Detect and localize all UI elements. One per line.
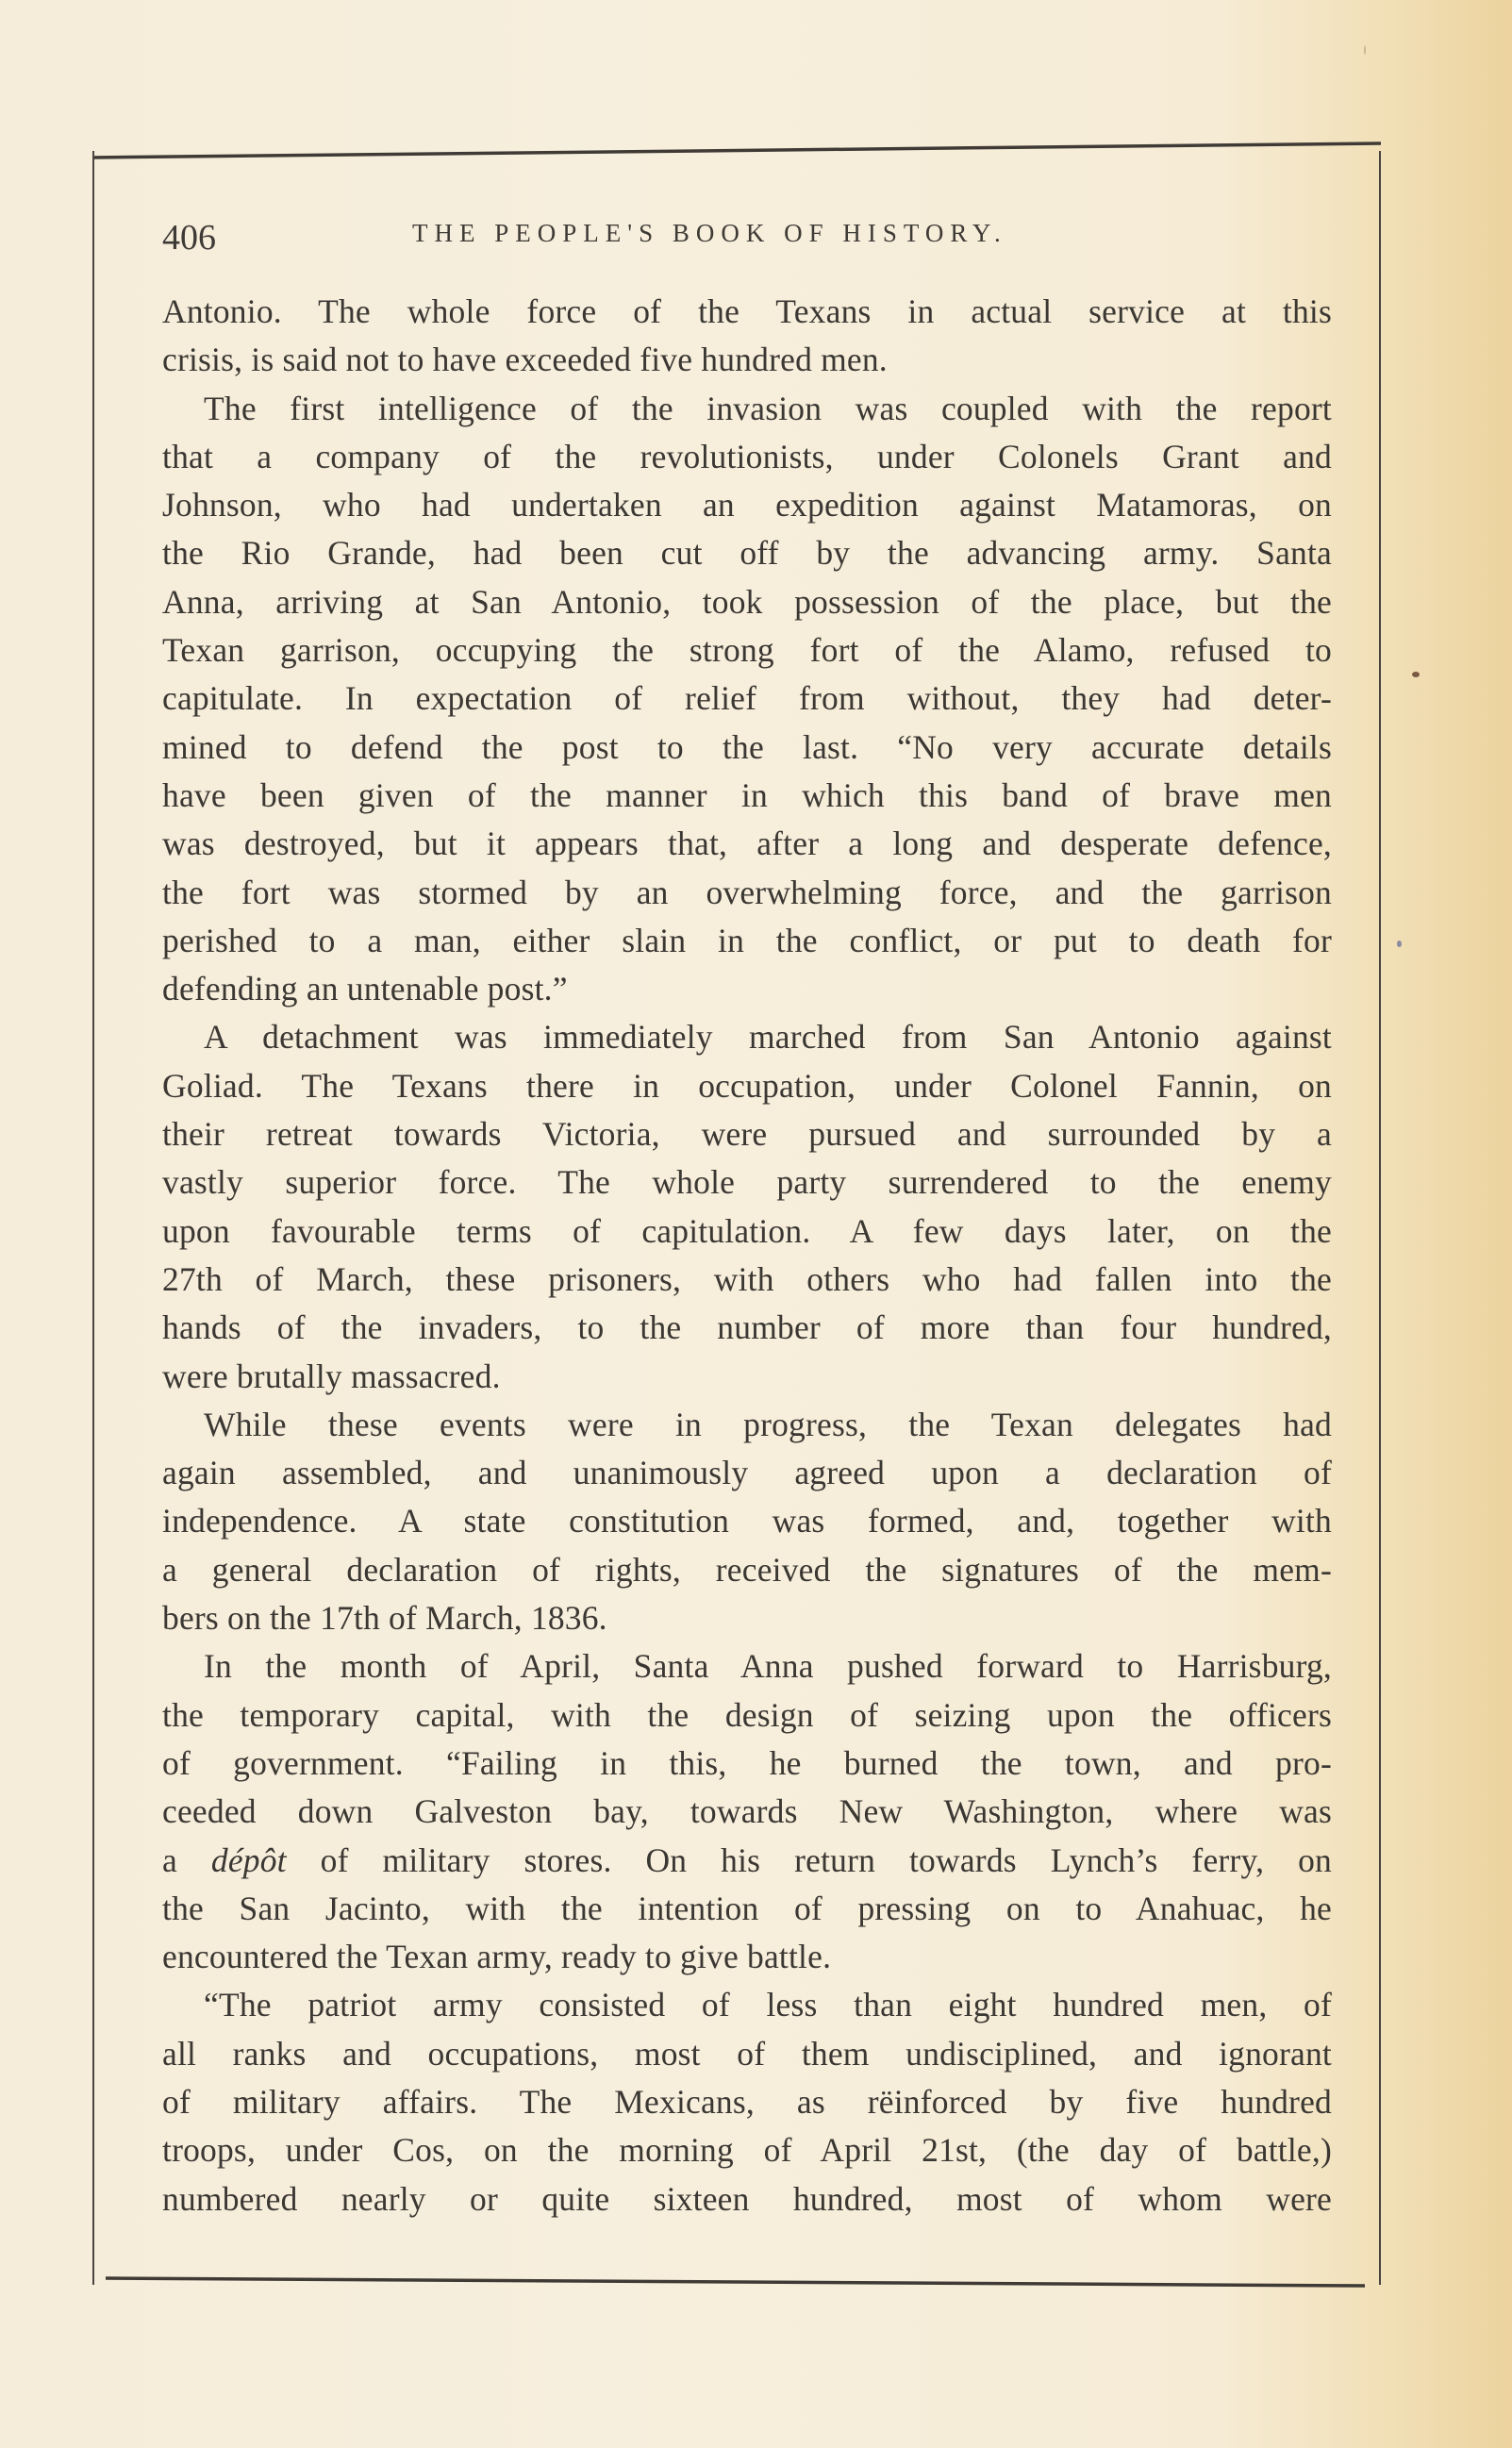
text-line: defending an untenable post.”: [162, 970, 568, 1008]
text-line: ceeded down Galveston bay, towards New Washington, where was: [162, 1792, 1332, 1831]
text-line: bers on the 17th of March, 1836.: [162, 1599, 607, 1638]
text-line: the Rio Grande, had been cut off by the advancing army. Santa: [162, 534, 1332, 573]
text-line: vastly superior force. The whole party surrendered to the enemy: [162, 1163, 1332, 1202]
text-line: have been given of the manner in which this band of brave men: [162, 775, 1332, 814]
text-line: the temporary capital, with the design of seizing upon the officers: [162, 1695, 1332, 1734]
paragraph-first-line: In the month of April, Santa Anna pushed forward to Harrisburg,: [204, 1647, 1332, 1686]
text-line: upon favourable terms of capitulation. A few days later, on the: [162, 1211, 1332, 1250]
text-line: independence. A state constitution was formed, and, together with: [162, 1502, 1332, 1540]
text-fragment: of military stores. On his return towards Lynch’s ferry, on: [286, 1840, 1332, 1879]
page-number: 406: [162, 218, 216, 258]
running-title: THE PEOPLE'S BOOK OF HISTORY.: [412, 219, 1007, 247]
text-line: of military affairs. The Mexicans, as rëinforced by five hundred: [162, 2082, 1332, 2121]
paragraph-first-line: While these events were in progress, the Texan delegates had: [204, 1405, 1332, 1443]
text-line: again assembled, and unanimously agreed upon a declaration of: [162, 1454, 1332, 1492]
text-line: hands of the invaders, to the number of more than four hundred,: [162, 1308, 1332, 1347]
text-line: the fort was stormed by an overwhelming force, and the garrison: [162, 873, 1332, 911]
text-line: 27th of March, these prisoners, with others who had fallen into the: [162, 1259, 1332, 1298]
italic-term: dépôt: [210, 1840, 287, 1879]
paper-speck: [1397, 941, 1402, 947]
text-line: Antonio. The whole force of the Texans in actual service at this: [162, 292, 1332, 330]
paragraph-first-line: “The patriot army consisted of less than eight hundred men, of: [204, 1986, 1332, 2024]
text-fragment: a: [162, 1840, 211, 1879]
text-line: crisis, is said not to have exceeded five hundred men.: [162, 341, 888, 379]
text-line: the San Jacinto, with the intention of pressing on to Anahuac, he: [162, 1889, 1332, 1927]
text-line: was destroyed, but it appears that, after a long and desperate defence,: [162, 824, 1332, 863]
page-header: [162, 213, 1332, 260]
text-line: capitulate. In expectation of relief from without, they had deter-: [162, 679, 1332, 718]
text-line: perished to a man, either slain in the conflict, or put to death for: [162, 921, 1332, 959]
bottom-border-rule: [106, 2275, 1365, 2290]
paper-speck: [1412, 672, 1420, 677]
paragraph-first-line: A detachment was immediately marched from San Antonio against: [204, 1018, 1332, 1057]
text-line: Texan garrison, occupying the strong fort of the Alamo, refused to: [162, 631, 1332, 670]
text-line: all ranks and occupations, most of them undisciplined, and ignorant: [162, 2034, 1332, 2073]
text-line: that a company of the revolutionists, under Colonels Grant and: [162, 437, 1332, 475]
text-line: a general declaration of rights, received the signatures of the mem-: [162, 1550, 1332, 1589]
text-line: of government. “Failing in this, he burned the town, and pro-: [162, 1743, 1332, 1782]
paragraph-first-line: The first intelligence of the invasion was coupled with the report: [204, 389, 1332, 427]
paper-speck: [1364, 45, 1366, 55]
text-line: mined to defend the post to the last. “No very accurate details: [162, 727, 1332, 766]
text-line: numbered nearly or quite sixteen hundred, most of whom were: [162, 2179, 1332, 2218]
text-line: Goliad. The Texans there in occupation, under Colonel Fannin, on: [162, 1066, 1332, 1105]
text-line: Anna, arriving at San Antonio, took possession of the place, but the: [162, 582, 1332, 621]
text-line: were brutally massacred.: [162, 1357, 501, 1395]
body-text: [162, 288, 1332, 2223]
text-line: their retreat towards Victoria, were pursued and surrounded by a: [162, 1115, 1332, 1154]
text-line: [162, 1837, 1332, 1885]
text-line: troops, under Cos, on the morning of April 21st, (the day of battle,): [162, 2131, 1332, 2170]
text-line: Johnson, who had undertaken an expedition against Matamoras, on: [162, 486, 1332, 525]
text-line: encountered the Texan army, ready to give battle.: [162, 1938, 832, 1976]
